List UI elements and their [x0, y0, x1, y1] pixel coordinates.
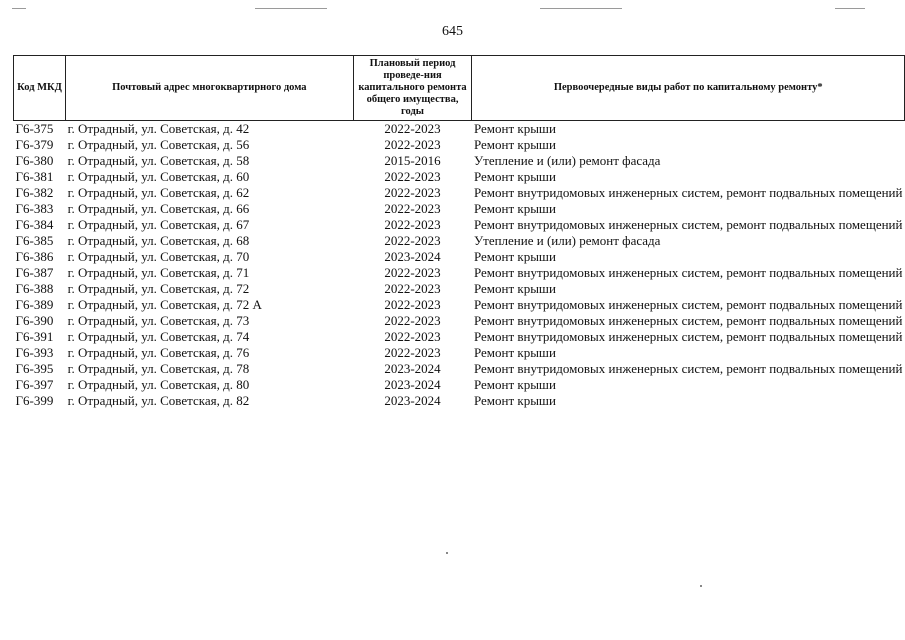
scan-dot	[446, 552, 448, 554]
cell-code: Г6-375	[15, 121, 54, 136]
cell-address: г. Отрадный, ул. Советская, д. 62	[67, 185, 250, 200]
cell-code: Г6-379	[15, 137, 54, 152]
table-row	[14, 185, 905, 201]
scan-artifacts	[0, 8, 905, 12]
table-row	[14, 361, 905, 377]
cell-code: Г6-388	[15, 281, 54, 296]
table-row	[14, 153, 905, 169]
cell-code: Г6-397	[15, 377, 54, 392]
cell-code: Г6-381	[15, 169, 54, 184]
cell-code: Г6-382	[15, 185, 54, 200]
cell-period: 2022-2023	[384, 345, 441, 360]
table-row	[14, 121, 905, 138]
cell-period: 2023-2024	[384, 393, 441, 408]
header-works: Первоочередные виды работ по капитальному ремонту*	[472, 56, 905, 121]
cell-works: Ремонт внутридомовых инженерных систем, ремонт подвальных помещений	[473, 265, 903, 280]
table-row	[14, 233, 905, 249]
cell-period: 2023-2024	[384, 377, 441, 392]
cell-period: 2022-2023	[384, 217, 441, 232]
cell-period: 2022-2023	[384, 185, 441, 200]
cell-works: Ремонт крыши	[473, 281, 556, 296]
cell-period: 2022-2023	[384, 313, 441, 328]
cell-address: г. Отрадный, ул. Советская, д. 68	[67, 233, 250, 248]
cell-works: Ремонт внутридомовых инженерных систем, ремонт подвальных помещений	[473, 361, 903, 376]
cell-code: Г6-384	[15, 217, 54, 232]
cell-works: Утепление и (или) ремонт фасада	[473, 153, 661, 168]
cell-address: г. Отрадный, ул. Советская, д. 78	[67, 361, 250, 376]
cell-address: г. Отрадный, ул. Советская, д. 58	[67, 153, 250, 168]
cell-period: 2023-2024	[384, 361, 441, 376]
cell-period: 2022-2023	[384, 297, 441, 312]
table-row	[14, 393, 905, 409]
cell-works: Ремонт крыши	[473, 249, 556, 264]
cell-period: 2023-2024	[384, 249, 441, 264]
cell-address: г. Отрадный, ул. Советская, д. 80	[67, 377, 250, 392]
cell-code: Г6-386	[15, 249, 54, 264]
cell-works: Ремонт крыши	[473, 345, 556, 360]
cell-address: г. Отрадный, ул. Советская, д. 66	[67, 201, 250, 216]
cell-code: Г6-391	[15, 329, 54, 344]
table-row	[14, 377, 905, 393]
cell-address: г. Отрадный, ул. Советская, д. 82	[67, 393, 250, 408]
cell-code: Г6-387	[15, 265, 54, 280]
cell-code: Г6-395	[15, 361, 54, 376]
table-row	[14, 329, 905, 345]
cell-works: Ремонт внутридомовых инженерных систем, ремонт подвальных помещений	[473, 297, 903, 312]
cell-period: 2022-2023	[384, 265, 441, 280]
cell-address: г. Отрадный, ул. Советская, д. 76	[67, 345, 250, 360]
table-row	[14, 265, 905, 281]
register-table	[13, 55, 905, 409]
table-row	[14, 249, 905, 265]
table-row	[14, 137, 905, 153]
cell-works: Ремонт крыши	[473, 201, 556, 216]
cell-address: г. Отрадный, ул. Советская, д. 60	[67, 169, 250, 184]
cell-address: г. Отрадный, ул. Советская, д. 72 А	[67, 297, 262, 312]
header-code: Код МКД	[14, 56, 66, 121]
table-header-row	[14, 56, 905, 121]
page-number: 645	[442, 24, 463, 39]
cell-period: 2022-2023	[384, 329, 441, 344]
cell-works: Ремонт крыши	[473, 377, 556, 392]
cell-address: г. Отрадный, ул. Советская, д. 73	[67, 313, 250, 328]
cell-address: г. Отрадный, ул. Советская, д. 67	[67, 217, 250, 232]
cell-address: г. Отрадный, ул. Советская, д. 74	[67, 329, 250, 344]
cell-code: Г6-385	[15, 233, 54, 248]
cell-code: Г6-383	[15, 201, 54, 216]
cell-address: г. Отрадный, ул. Советская, д. 56	[67, 137, 250, 152]
table-row	[14, 201, 905, 217]
cell-address: г. Отрадный, ул. Советская, д. 70	[67, 249, 250, 264]
table-row	[14, 217, 905, 233]
cell-address: г. Отрадный, ул. Советская, д. 71	[67, 265, 250, 280]
cell-works: Ремонт внутридомовых инженерных систем, ремонт подвальных помещений	[473, 329, 903, 344]
cell-period: 2022-2023	[384, 121, 441, 136]
table-row	[14, 297, 905, 313]
header-period: Плановый период проведе-ния капитального ремонта общего имущества, годы	[353, 56, 472, 121]
cell-period: 2015-2016	[384, 153, 441, 168]
table-row	[14, 313, 905, 329]
cell-works: Утепление и (или) ремонт фасада	[473, 233, 661, 248]
scan-dot	[700, 585, 702, 587]
cell-works: Ремонт крыши	[473, 393, 556, 408]
cell-works: Ремонт крыши	[473, 121, 556, 136]
cell-address: г. Отрадный, ул. Советская, д. 42	[67, 121, 250, 136]
table-row	[14, 281, 905, 297]
cell-address: г. Отрадный, ул. Советская, д. 72	[67, 281, 250, 296]
cell-works: Ремонт внутридомовых инженерных систем, ремонт подвальных помещений	[473, 185, 903, 200]
cell-code: Г6-399	[15, 393, 54, 408]
table-row	[14, 345, 905, 361]
cell-period: 2022-2023	[384, 233, 441, 248]
cell-code: Г6-390	[15, 313, 54, 328]
cell-period: 2022-2023	[384, 169, 441, 184]
cell-code: Г6-389	[15, 297, 54, 312]
cell-period: 2022-2023	[384, 137, 441, 152]
cell-works: Ремонт внутридомовых инженерных систем, ремонт подвальных помещений	[473, 313, 903, 328]
table-body	[14, 121, 905, 410]
cell-code: Г6-393	[15, 345, 54, 360]
cell-code: Г6-380	[15, 153, 54, 168]
cell-works: Ремонт внутридомовых инженерных систем, ремонт подвальных помещений	[473, 217, 903, 232]
header-address: Почтовый адрес многоквартирного дома	[66, 56, 354, 121]
cell-period: 2022-2023	[384, 281, 441, 296]
cell-works: Ремонт крыши	[473, 169, 556, 184]
cell-period: 2022-2023	[384, 201, 441, 216]
cell-works: Ремонт крыши	[473, 137, 556, 152]
table-row	[14, 169, 905, 185]
